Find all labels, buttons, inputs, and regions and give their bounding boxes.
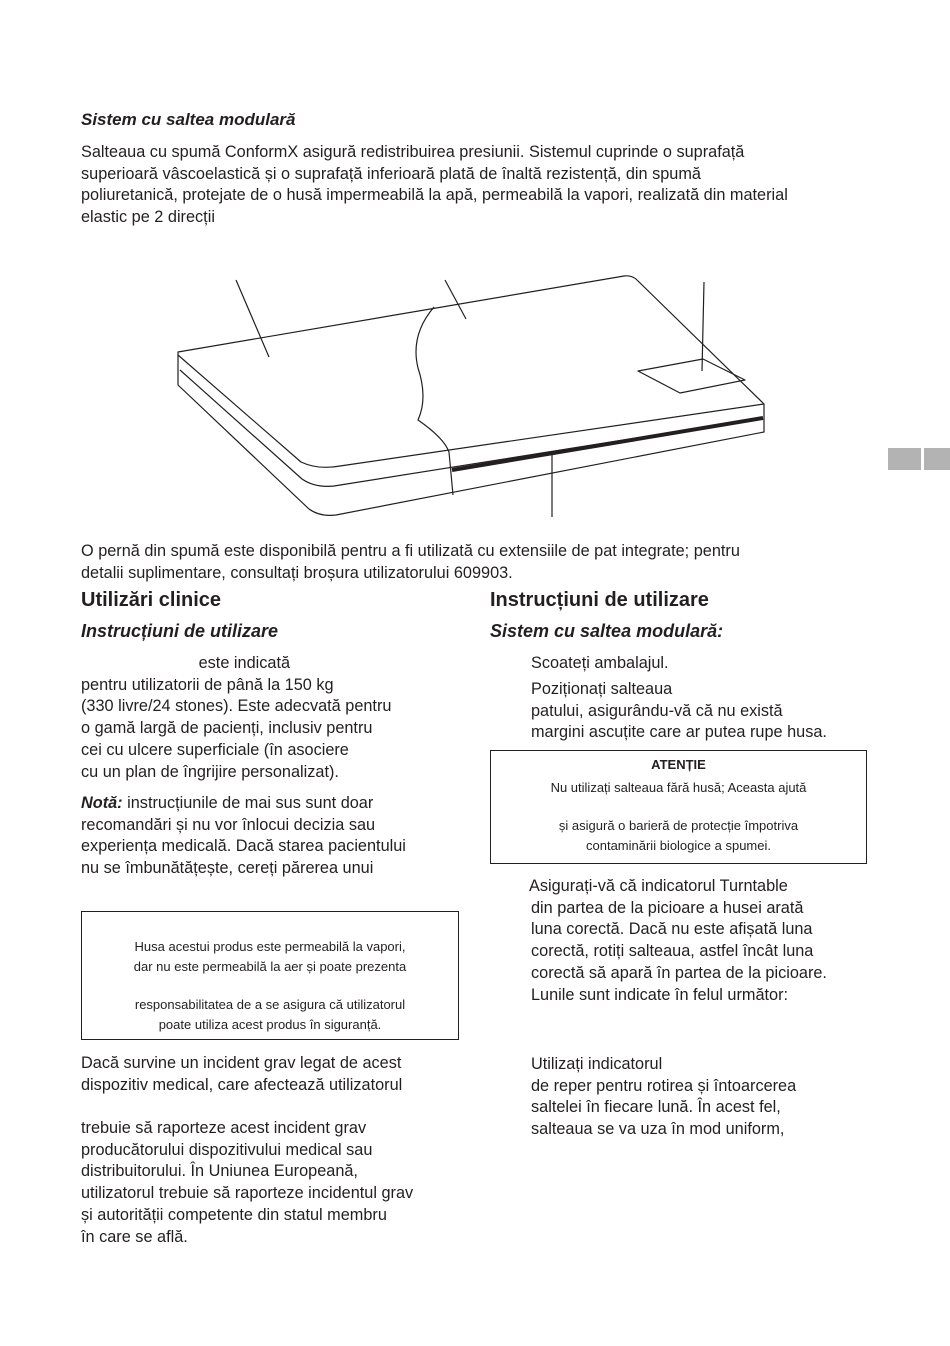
text-line: patului, asigurându-vă că nu există bbox=[531, 701, 783, 720]
text-line: corectă să apară în partea de la picioare. bbox=[531, 963, 827, 982]
text-line: în care se află. bbox=[81, 1227, 188, 1246]
text-line: pentru utilizatorii de până la 150 kg bbox=[81, 675, 334, 694]
incident-paragraph-b bbox=[81, 1118, 413, 1248]
step-1: Scoateți ambalajul. bbox=[531, 654, 669, 672]
text-line: trebuie să raporteze acest incident grav bbox=[81, 1119, 367, 1137]
box-line: dar nu este permeabilă la aer și poate prezenta bbox=[133, 958, 407, 974]
box-line: responsabilitatea de a se asigura că utilizatorul bbox=[134, 997, 406, 1012]
text-line: luna corectă. Dacă nu este afișată luna bbox=[531, 920, 813, 939]
text-line: saltelei în fiecare lună. În acest fel, bbox=[531, 1098, 781, 1117]
rotate-paragraph bbox=[531, 1054, 796, 1141]
box-line: Husa acestui produs este permeabilă la vapori, bbox=[134, 939, 406, 954]
text-line: și autorității competente din statul membru bbox=[81, 1205, 387, 1224]
section-heading: Sistem cu saltea modulară bbox=[81, 110, 296, 129]
left-subheading: Instrucțiuni de utilizare bbox=[81, 621, 279, 641]
indication-paragraph bbox=[81, 653, 391, 783]
box-line: și asigură o barieră de protecție împotriva bbox=[558, 818, 799, 833]
warning-box bbox=[490, 750, 867, 864]
intro-line: Salteaua cu spumă ConformX asigură redistribuirea presiunii. Sistemul cuprinde o suprafață bbox=[81, 143, 745, 161]
warning-title: ATENȚIE bbox=[651, 757, 706, 772]
text-line: Dacă survine un incident grav legat de acest bbox=[81, 1054, 402, 1072]
text-line: Lunile sunt indicate în felul următor: bbox=[531, 985, 789, 1004]
text-line: experiența medicală. Dacă starea pacientului bbox=[81, 837, 406, 856]
text-line: recomandări și nu vor înlocui decizia sau bbox=[81, 815, 376, 834]
text-line: nu se îmbunătățește, cereți părerea unui bbox=[81, 859, 374, 878]
text-line: cu un plan de îngrijire personalizat). bbox=[81, 762, 339, 781]
box-line bbox=[491, 797, 866, 816]
text-line: Asigurați-vă că indicatorul Turntable bbox=[529, 877, 788, 895]
text-line: utilizatorul trebuie să raporteze incidentul grav bbox=[81, 1184, 414, 1203]
text-line: salteaua se va uza în mod uniform, bbox=[531, 1120, 785, 1139]
intro-line: elastic pe 2 direcții bbox=[81, 208, 215, 227]
caption-line: detalii suplimentare, consultați broșura utilizatorului 609903. bbox=[81, 563, 513, 582]
leader-line bbox=[236, 280, 269, 357]
leader-line bbox=[445, 280, 466, 319]
label-patch bbox=[638, 359, 745, 393]
text-line: o gamă largă de pacienți, inclusiv pentru bbox=[81, 719, 373, 738]
mattress-diagram bbox=[0, 0, 950, 560]
text-line: corectă, rotiți salteaua, astfel încât luna bbox=[531, 942, 814, 961]
info-box bbox=[81, 911, 459, 1040]
side-tab-divider bbox=[921, 448, 924, 470]
note-paragraph bbox=[81, 793, 406, 880]
box-line: Nu utilizați salteaua fără husă; Aceasta ajută bbox=[550, 779, 807, 795]
text-line: instrucțiunile de mai sus sunt doar bbox=[122, 794, 374, 812]
mattress-top bbox=[178, 276, 764, 468]
box-line: poate utiliza acest produs în siguranță. bbox=[158, 1016, 382, 1032]
turntable-paragraph bbox=[529, 876, 827, 1006]
right-heading: Instrucțiuni de utilizare bbox=[490, 589, 709, 611]
box-line: contaminării biologice a spumei. bbox=[586, 837, 771, 853]
intro-line: poliuretanică, protejate de o husă impermeabilă la apă, permeabilă la vapori, realizată din material bbox=[81, 186, 788, 205]
note-label: Notă: bbox=[81, 794, 123, 812]
text-line: de reper pentru rotirea și întoarcerea bbox=[531, 1076, 797, 1095]
text-line: este indicată bbox=[81, 654, 291, 672]
text-line: Poziționați salteaua bbox=[531, 680, 673, 698]
right-subheading: Sistem cu saltea modulară: bbox=[490, 621, 724, 641]
text-line: din partea de la picioare a husei arată bbox=[531, 898, 804, 917]
intro-line: superioară vâscoelastică și o suprafață inferioară plată de înaltă rezistență, din spumă bbox=[81, 164, 701, 183]
side-tab-marker bbox=[888, 448, 950, 470]
text-line: producătorului dispozitivului medical sau bbox=[81, 1140, 373, 1159]
figure-caption bbox=[81, 541, 740, 584]
text-line: distribuitorului. În Uniunea Europeană, bbox=[81, 1162, 358, 1181]
text-line: Utilizați indicatorul bbox=[531, 1055, 663, 1073]
text-line: dispozitiv medical, care afectează utilizatorul bbox=[81, 1075, 403, 1094]
caption-line: O pernă din spumă este disponibilă pentru a fi utilizată cu extensiile de pat integrate; pentru bbox=[81, 542, 740, 560]
incident-paragraph-a bbox=[81, 1053, 402, 1096]
cover-cutaway bbox=[416, 307, 453, 495]
left-heading: Utilizări clinice bbox=[81, 589, 222, 611]
text-line: (330 livre/24 stones). Este adecvată pentru bbox=[81, 697, 392, 716]
leader-line bbox=[702, 282, 704, 371]
box-line bbox=[82, 976, 458, 995]
step-2 bbox=[531, 679, 827, 744]
text-line: cei cu ulcere superficiale (în asociere bbox=[81, 740, 349, 759]
text-line: margini ascuțite care ar putea rupe husa. bbox=[531, 723, 827, 742]
mattress-body bbox=[178, 355, 764, 515]
